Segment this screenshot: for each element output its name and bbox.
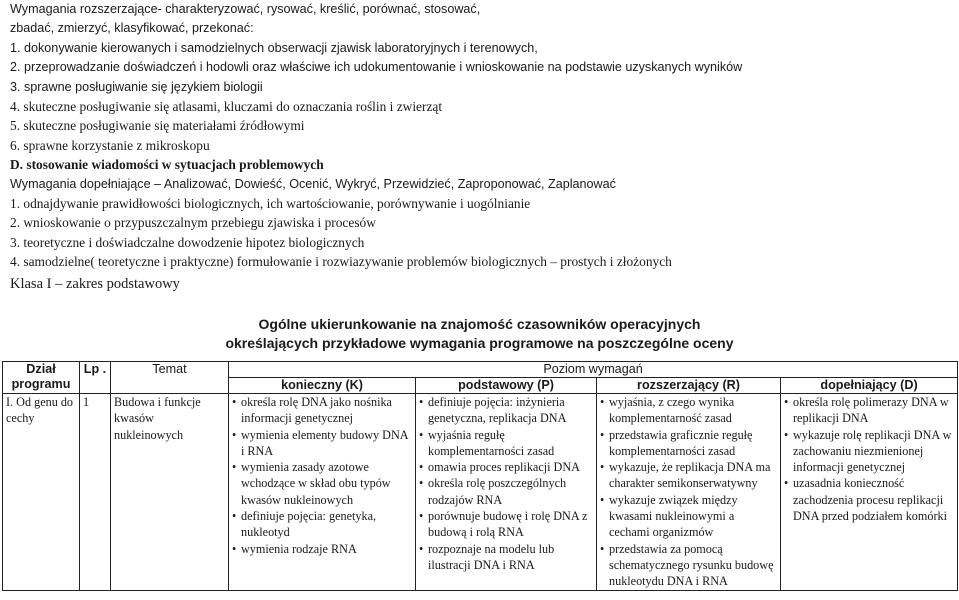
header-temat: Temat: [111, 362, 229, 394]
requirements-text: [10, 0, 955, 272]
header-dopelniajacy: dopełniający (D): [781, 378, 958, 394]
section-d-title: D. stosowanie wiadomości w sytuacjach problemowych: [10, 157, 324, 173]
requirements-line: 2. przeprowadzanie doświadczeń i hodowli oraz właściwe ich udokumentowanie i wnioskowanie na podstawie uzyskanych wyników: [10, 60, 743, 75]
list-item: • porównuje budowę i rolę DNA z budową i rolą RNA: [419, 508, 593, 541]
list-item: • przedstawia graficznie regułę komplementarności zasad: [600, 427, 777, 460]
requirements-line: 6. sprawne korzystanie z mikroskopu: [10, 137, 210, 153]
requirements-line: Wymagania dopełniające – Analizować, Dowieść, Ocenić, Wykryć, Przewidzieć, Zaproponować, Zaplanować: [10, 176, 616, 191]
list-item: • uzasadnia konieczność zachodzenia procesu replikacji DNA przed podziałem komórki: [784, 475, 954, 524]
header-lp: Lp .: [80, 362, 111, 394]
table-heading: [0, 315, 959, 353]
list-item: • określa rolę polimerazy DNA w replikacji DNA: [784, 394, 954, 427]
list-item: • wymienia elementy budowy DNA i RNA: [232, 427, 412, 460]
cell-podstawowy: [416, 394, 597, 591]
list-item: • wykazuje związek między kwasami nukleinowymi a cechami organizmów: [600, 492, 777, 541]
requirements-line: 3. teoretyczne i doświadczalne dowodzenie hipotez biologicznych: [10, 234, 365, 250]
requirements-line: 1. odnajdywanie prawidłowości biologicznych, ich wartościowanie, porównywanie i uogólnianie: [10, 196, 531, 212]
list-item: • wykazuje, że replikacja DNA ma charakter semikonserwatywny: [600, 459, 777, 492]
header-poziom: Poziom wymagań: [229, 362, 958, 378]
requirements-line: 4. skuteczne posługiwanie się atlasami, kluczami do oznaczania roślin i zwierząt: [10, 99, 443, 115]
cell-konieczny: [229, 394, 416, 591]
requirements-table: [2, 361, 958, 591]
header-rozszerzajacy: rozszerzający (R): [597, 378, 781, 394]
requirements-line: zbadać, zmierzyć, klasyfikować, przekonać:: [10, 21, 254, 36]
class-label: Klasa I – zakres podstawowy: [10, 276, 180, 292]
cell-dzial: I. Od genu do cechy: [3, 394, 80, 591]
list-item: • wykazuje rolę replikacji DNA w zachowaniu niezmienionej informacji genetycznej: [784, 427, 954, 476]
cell-temat: Budowa i funkcje kwasów nukleinowych: [111, 394, 229, 591]
header-podstawowy: podstawowy (P): [416, 378, 597, 394]
list-item: • definiuje pojęcia: inżynieria genetyczna, replikacja DNA: [419, 394, 593, 427]
list-item: • wyjaśnia regułę komplementarności zasad: [419, 427, 593, 460]
list-item: • wymienia zasady azotowe wchodzące w skład obu typów kwasów nukleinowych: [232, 459, 412, 508]
requirements-line: Wymagania rozszerzające- charakteryzować, rysować, kreślić, porównać, stosować,: [10, 2, 481, 16]
heading-line-2: określających przykładowe wymagania programowe na poszczególne oceny: [225, 335, 734, 351]
list-item: • omawia proces replikacji DNA: [419, 459, 593, 475]
header-dzial: Dział programu: [3, 362, 80, 394]
cell-lp: 1: [80, 394, 111, 591]
list-item: • rozpoznaje na modelu lub ilustracji DNA i RNA: [419, 541, 593, 574]
heading-line-1: Ogólne ukierunkowanie na znajomość czasowników operacyjnych: [258, 316, 701, 332]
list-item: • określa rolę poszczególnych rodzajów RNA: [419, 475, 593, 508]
cell-rozszerzajacy: [597, 394, 781, 591]
requirements-line: 3. sprawne posługiwanie się językiem biologii: [10, 79, 263, 94]
requirements-line: 4. samodzielne( teoretyczne i praktyczne) formułowanie i rozwiazywanie problemów biologicznych – prostych i złożonych: [10, 254, 672, 270]
list-item: • określa rolę DNA jako nośnika informacji genetycznej: [232, 394, 412, 427]
requirements-line: 5. skuteczne posługiwanie się materiałami źródłowymi: [10, 118, 305, 134]
list-item: • przedstawia za pomocą schematycznego rysunku budowę nukleotydu DNA i RNA: [600, 541, 777, 590]
list-item: • definiuje pojęcia: genetyka, nukleotyd: [232, 508, 412, 541]
header-konieczny: konieczny (K): [229, 378, 416, 394]
cell-dopelniajacy: [781, 394, 958, 591]
requirements-line: 1. dokonywanie kierowanych i samodzielnych obserwacji zjawisk laboratoryjnych i terenowych,: [10, 40, 538, 55]
list-item: • wymienia rodzaje RNA: [232, 541, 412, 557]
list-item: • wyjaśnia, z czego wynika komplementarność zasad: [600, 394, 777, 427]
requirements-line: 2. wnioskowanie o przypuszczalnym przebiegu zjawiska i procesów: [10, 215, 376, 231]
table-row: [3, 394, 958, 591]
